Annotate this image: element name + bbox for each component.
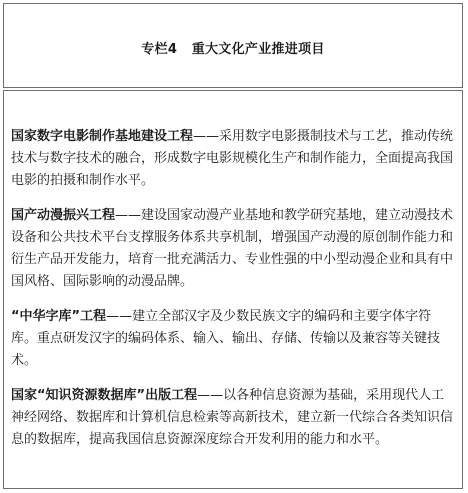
project-item-digital-film bbox=[11, 126, 456, 192]
project-item-knowledge-database bbox=[11, 385, 456, 451]
project-name: “中华字库”工程 bbox=[11, 309, 107, 324]
project-description: ——建设国家动漫产业基地和教学研究基地，建立动漫技术设备和公共技术平台支撑服务体系共享机制，增强国产动漫的原创制作能力和衍生产品开发能力，培育一批充满活力、专业性强的中小型动漫企业和具有中国风格、国际影响的动漫品牌。 bbox=[11, 208, 454, 289]
project-description: ——以各种信息资源为基础，采用现代人工神经网络、数据库和计算机信息检索等高新技术，建立新一代综合各类知识信息的数据库，提高我国信息资源深度综合开发利用的能力和水平。 bbox=[11, 388, 454, 447]
project-item-animation bbox=[11, 205, 456, 293]
column-content-box bbox=[3, 90, 463, 489]
column-header-box bbox=[3, 3, 463, 88]
project-description: ——建立全部汉字及少数民族文字的编码和主要字体字符库。重点研发汉字的编码体系、输入、输出、存储、传输以及兼容等关键技术。 bbox=[11, 309, 441, 368]
project-name: 国家“知识资源数据库”出版工程 bbox=[11, 388, 198, 403]
project-name: 国家数字电影制作基地建设工程 bbox=[11, 129, 194, 144]
project-description: ——采用数字电影摄制技术与工艺，推动传统技术与数字技术的融合，形成数字电影规模化生产和制作能力，全面提高我国电影的拍摄和制作水平。 bbox=[11, 129, 454, 188]
project-item-chinese-font-library bbox=[11, 306, 456, 372]
column-title: 专栏4 重大文化产业推进项目 bbox=[141, 42, 325, 57]
project-name: 国产动漫振兴工程 bbox=[11, 208, 116, 223]
